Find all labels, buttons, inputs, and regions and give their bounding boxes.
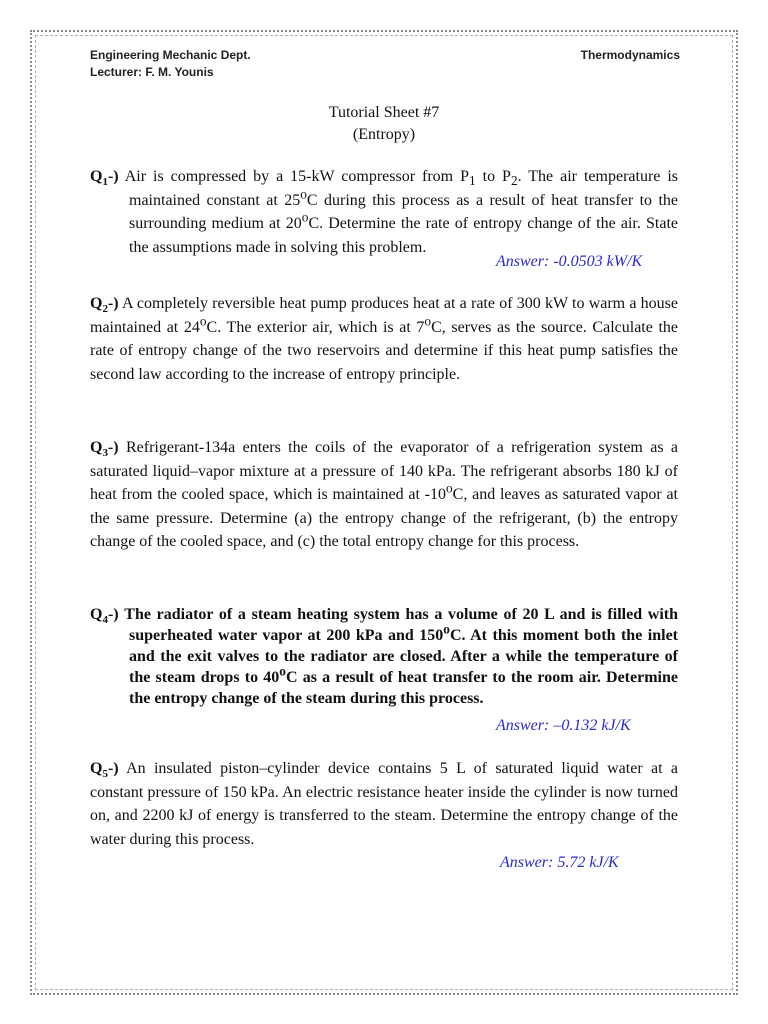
question-5-answer: Answer: 5.72 kJ/K (500, 854, 619, 871)
sheet-title: Tutorial Sheet #7 (328, 104, 440, 121)
lecturer-label: Lecturer: F. M. Younis (90, 65, 214, 79)
question-3-label: $Q_3-$) (90, 439, 119, 460)
question-5-label: $Q_5-$) (90, 760, 119, 781)
department-label: Engineering Mechanic Dept. (90, 48, 251, 62)
question-1-answer: Answer: -0.0503 kW/K (496, 253, 643, 270)
question-4 (90, 604, 678, 709)
question-4-text: The radiator of a steam heating system has a volume of 20 L and is filled with superheated water vapor at 200 kPa and 150$^o$C. At this moment both the inlet and the exit valves to the radiator are closed. After a while the temperature of the steam drops to 40$^o$C as a result of heat transfer to the room air. Determine the entropy change of the steam during this process. (124, 606, 679, 707)
subject-label: Thermodynamics (580, 48, 680, 62)
question-2-label: $Q_2-$) (90, 295, 119, 316)
question-2 (90, 292, 678, 386)
sheet-subtitle: (Entropy) (352, 126, 416, 143)
question-3-text: Refrigerant-134a enters the coils of the evaporator of a refrigeration system as a saturated liquid–vapor mixture at a pressure of 140 kPa. The refrigerant absorbs 180 kJ of heat from the cooled space, which is maintained at -10$^o$C, and leaves as saturated vapor at the same pressure. Determine (a) the entropy change of the refrigerant, (b) the entropy change of the cooled space, and (c) the total entropy change for this process. (90, 439, 678, 550)
question-1-label: $Q_1-$) (90, 168, 119, 189)
question-4-answer: Answer: –0.132 kJ/K (496, 717, 631, 734)
question-5 (90, 757, 678, 851)
question-1-text: Air is compressed by a 15-kW compressor from $P_1$ to $P_2$. The air temperature is maintained constant at 25$^o$C during this process as a result of heat transfer to the surrounding medium at 20$^o$C. Determine the rate of entropy change of the air. State the assumptions made in solving this problem. (124, 168, 679, 256)
question-3 (90, 436, 678, 554)
header-left (90, 47, 251, 81)
question-4-label: $Q_4-$) (90, 606, 119, 627)
question-5-text: An insulated piston–cylinder device contains 5 L of saturated liquid water at a constant pressure of 150 kPa. An electric resistance heater inside the cylinder is now turned on, and 2200 kJ of energy is transferred to the steam. Determine the entropy change of the water during this process. (90, 760, 678, 848)
question-2-text: A completely reversible heat pump produces heat at a rate of 300 kW to warm a house maintained at 24$^o$C. The exterior air, which is at 7$^o$C, serves as the source. Calculate the rate of entropy change of the two reservoirs and determine if this heat pump satisfies the second law according to the increase of entropy principle. (90, 295, 679, 383)
question-1 (90, 165, 678, 259)
